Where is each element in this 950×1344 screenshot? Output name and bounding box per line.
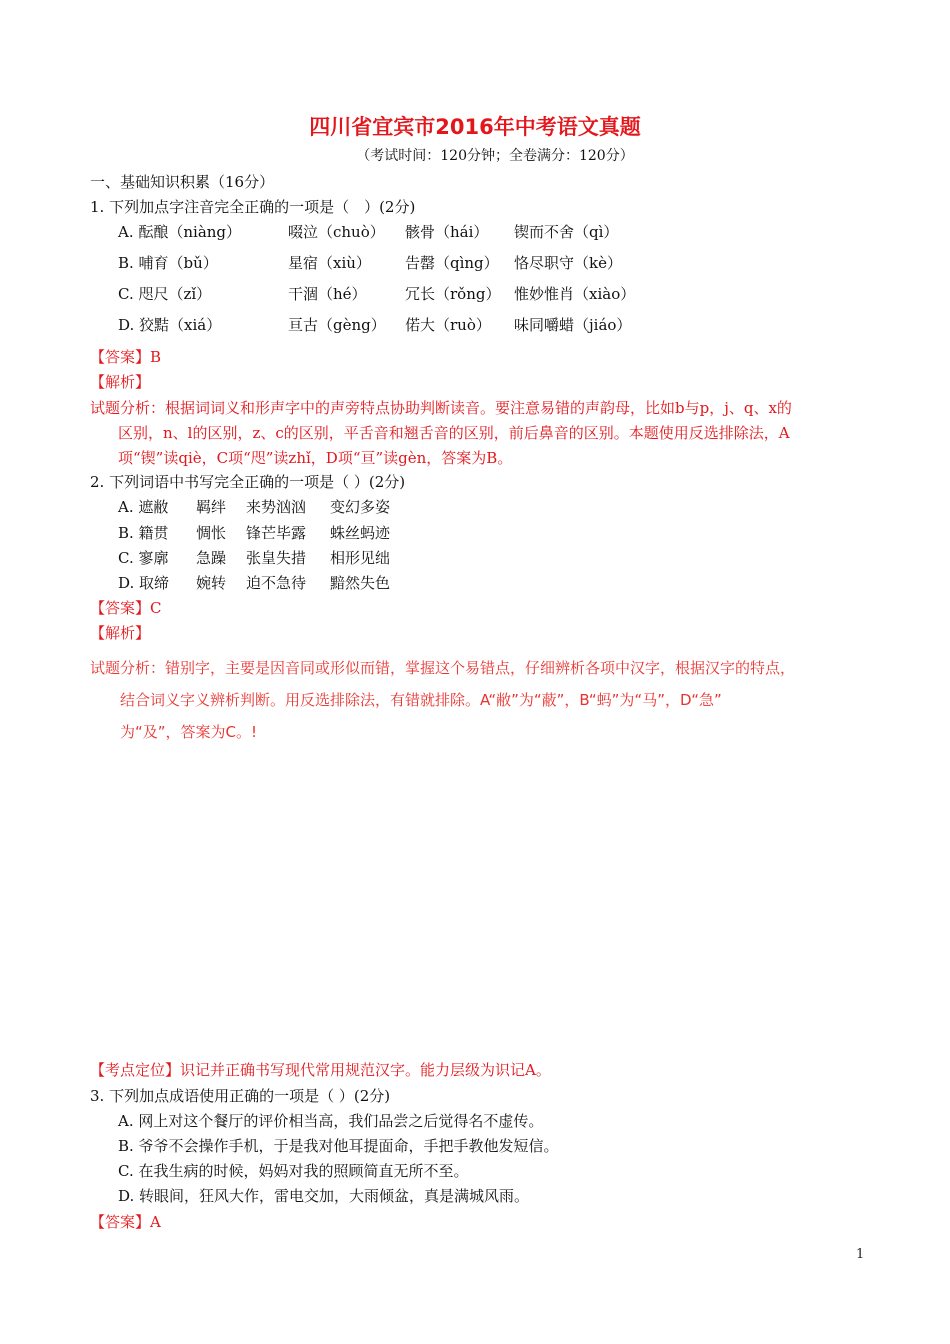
q2-option-a-4: 变幻多姿: [330, 498, 391, 516]
page-number: 1: [856, 1247, 865, 1262]
section-heading: 一、基础知识积累（16分）: [90, 173, 275, 191]
q1-option-b-4: 恪尽职守（kè）: [514, 254, 622, 272]
q2-option-a-3: 来势汹汹: [246, 498, 307, 516]
q2-option-a-2: 羁绊: [196, 498, 227, 516]
q3-option-b: B. 爷爷不会操作手机，于是我对他耳提面命，手把手教他发短信。: [118, 1137, 559, 1155]
q3-option-d: D. 转眼间，狂风大作，雷电交加，大雨倾盆，真是满城风雨。: [118, 1187, 530, 1205]
q1-analysis-line-2: 区别，n、l的区别，z、c的区别，平舌音和翘舌音的区别，前后鼻音的区别。本题使用反选排除法，A: [118, 424, 790, 442]
page-title: 四川省宜宾市2016年中考语文真题: [309, 115, 641, 139]
q2-option-c-4: 相形见绌: [330, 549, 391, 567]
q3-answer: 【答案】A: [90, 1213, 161, 1231]
q2-stem: 2. 下列词语中书写完全正确的一项是（ ）(2分): [90, 473, 406, 491]
q1-analysis-label: 【解析】: [90, 373, 151, 391]
q2-analysis-label: 【解析】: [90, 624, 151, 642]
exam-info: （考试时间：120分钟；全卷满分：120分）: [356, 148, 634, 164]
q3-option-a: A. 网上对这个餐厅的评价相当高，我们品尝之后觉得名不虚传。: [118, 1112, 544, 1130]
q1-option-b-3: 告罄（qìng）: [405, 254, 499, 272]
q1-stem: 1. 下列加点字注音完全正确的一项是（ ）(2分): [90, 198, 416, 216]
q2-option-d-3: 迫不急待: [246, 574, 307, 592]
q1-option-c-1: C. 咫尺（zǐ）: [118, 285, 212, 303]
q2-option-c-3: 张皇失措: [246, 549, 307, 567]
q1-option-d-3: 偌大（ruò）: [405, 316, 491, 334]
q2-kaodian: 【考点定位】识记并正确书写现代常用规范汉字。能力层级为识记A。: [90, 1061, 551, 1079]
q1-option-c-3: 冗长（rǒng）: [405, 285, 501, 303]
q1-option-d-1: D. 狡黠（xiá）: [118, 316, 222, 334]
q2-option-b-3: 锋芒毕露: [246, 524, 307, 542]
q2-analysis-line-3: 为“及”，答案为C。!: [120, 723, 258, 741]
q2-option-c-2: 急躁: [196, 549, 227, 567]
q1-option-a-3: 骸骨（hái）: [405, 223, 489, 241]
q2-option-a-1: A. 遮敝: [118, 498, 169, 516]
q2-option-b-1: B. 籍贯: [118, 524, 169, 542]
q2-analysis-line-1: 试题分析：错别字，主要是因音同或形似而错，掌握这个易错点，仔细辨析各项中汉字，根据汉字的特点，: [90, 659, 796, 677]
q1-analysis-line-3: 项“锲”读qiè，C项“咫”读zhǐ，D项“亘”读gèn，答案为B。: [118, 449, 513, 467]
q1-answer: 【答案】B: [90, 348, 162, 366]
q1-option-c-4: 惟妙惟肖（xiào）: [514, 285, 636, 303]
q2-option-c-1: C. 寥廓: [118, 549, 169, 567]
q1-option-d-2: 亘古（gèng）: [288, 316, 386, 334]
q1-option-a-4: 锲而不舍（qì）: [514, 223, 619, 241]
q2-option-d-4: 黯然失色: [330, 574, 391, 592]
q1-option-a-2: 啜泣（chuò）: [288, 223, 385, 241]
q2-option-d-1: D. 取缔: [118, 574, 170, 592]
q1-option-b-1: B. 哺育（bǔ）: [118, 254, 218, 272]
q1-analysis-line-1: 试题分析：根据词词义和形声字中的声旁特点协助判断读音。要注意易错的声韵母，比如b与p，j、q、x的: [90, 399, 792, 417]
q2-answer: 【答案】C: [90, 599, 162, 617]
q1-option-c-2: 干涸（hé）: [288, 285, 367, 303]
q1-option-d-4: 味同嚼蜡（jiáo）: [514, 316, 632, 334]
q1-option-a-1: A. 酝酿（niàng）: [118, 223, 242, 241]
q1-option-b-2: 星宿（xiù）: [288, 254, 371, 272]
q2-option-b-4: 蛛丝蚂迹: [330, 524, 391, 542]
q3-stem: 3. 下列加点成语使用正确的一项是（ ）(2分): [90, 1087, 391, 1105]
q2-analysis-line-2: 结合词义字义辨析判断。用反选排除法，有错就排除。A“敝”为“蔽”，B“蚂”为“马”，D“急”: [120, 691, 722, 709]
q3-option-c: C. 在我生病的时候，妈妈对我的照顾简直无所不至。: [118, 1162, 469, 1180]
q2-option-d-2: 婉转: [196, 574, 227, 592]
q2-option-b-2: 惆怅: [196, 524, 227, 542]
